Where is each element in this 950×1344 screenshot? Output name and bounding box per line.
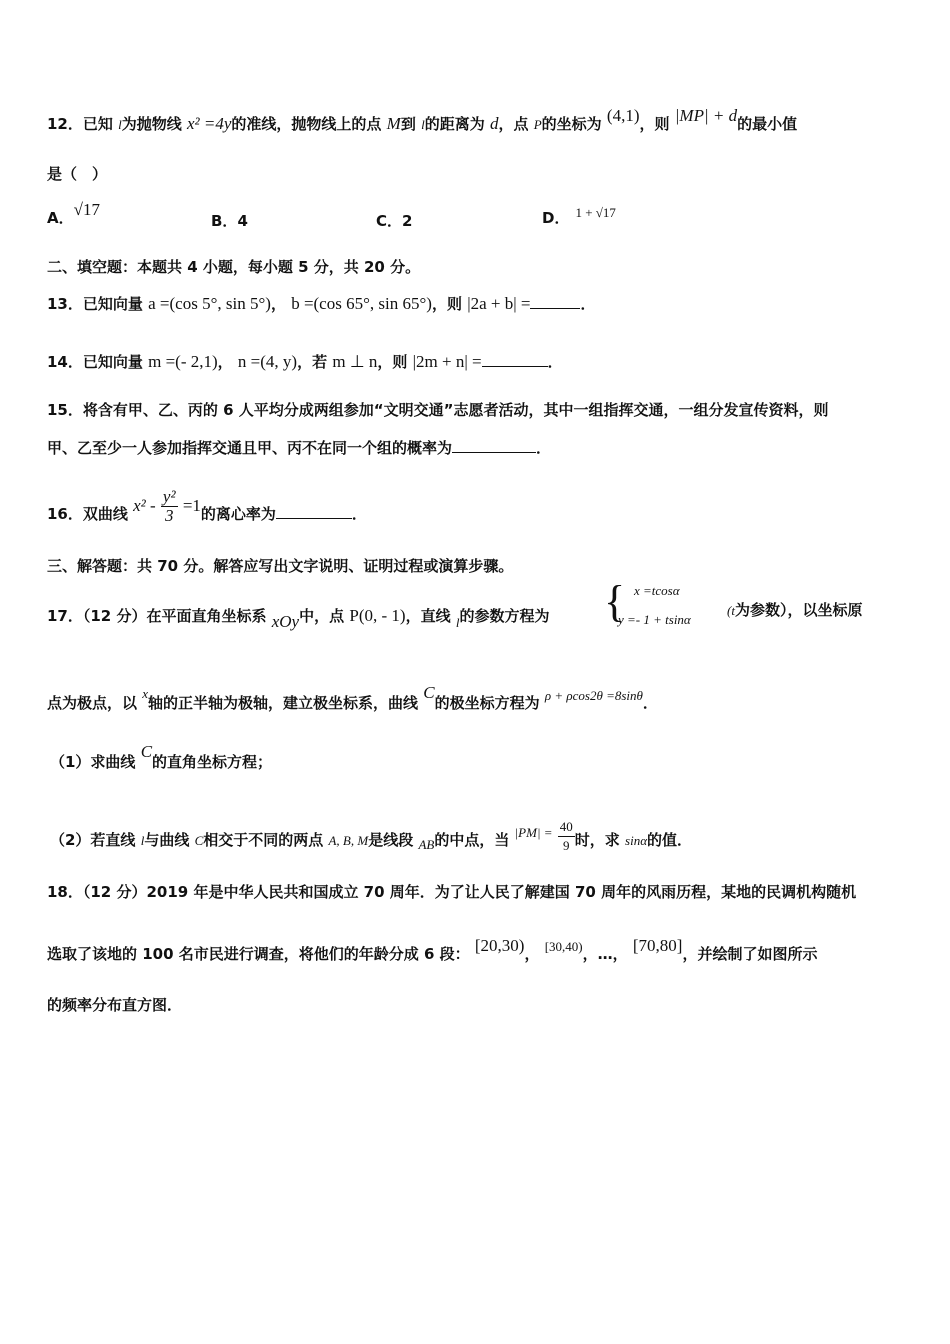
option-d-value: 1 + √17 — [575, 205, 616, 220]
q17-part2-text: 相交于不同的两点 — [203, 831, 324, 849]
q14-perp: m ⊥ n — [332, 352, 378, 371]
q17-polar-eq: ρ + ρcos2θ =8sinθ — [544, 688, 643, 703]
answer-blank[interactable] — [530, 294, 580, 309]
q17-line2 — [47, 683, 658, 714]
q18-interval-1: [20,30) — [474, 936, 525, 955]
q14-text: ，若 — [297, 353, 328, 371]
q12-text: 已知 — [82, 115, 113, 133]
q17-text: 中，点 — [299, 607, 345, 625]
q17-PM-expr: |PM| = — [514, 825, 553, 840]
q18-line3: 的频率分布直方图． — [47, 996, 183, 1014]
q17-part2-text: 的值． — [647, 831, 693, 849]
q17-part1-text: （1）求曲线 — [50, 753, 136, 771]
q17-text: ，直线 — [405, 607, 451, 625]
q18-text: ， — [524, 945, 540, 963]
q14-text: 已知向量 — [82, 353, 143, 371]
answer-blank[interactable] — [276, 504, 352, 519]
q17-var-l: l — [455, 615, 460, 630]
option-c-value: 2 — [402, 212, 413, 230]
q17-text: 的极坐标方程为 — [434, 694, 540, 712]
fraction-numerator: 40 — [558, 818, 575, 837]
q14-line — [47, 352, 563, 372]
q17-part2-text: 的中点，当 — [434, 831, 510, 849]
q12-text: ，则 — [639, 115, 670, 133]
fraction-denominator: 9 — [563, 838, 570, 853]
option-b-value: 4 — [237, 212, 248, 230]
q18-interval-3: [70,80] — [632, 936, 683, 955]
q17-part1-text: 的直角坐标方程； — [152, 753, 273, 771]
q16-line — [47, 487, 367, 533]
q17-brace: { — [604, 577, 626, 626]
q13-text: ， — [270, 295, 286, 313]
q14-expression: |2m + n| = — [412, 352, 482, 371]
q16-equals: =1 — [182, 496, 201, 515]
q16-number: 16． — [47, 505, 83, 523]
q17-number: 17． — [47, 607, 83, 625]
q16-x-squared: x² - — [133, 496, 156, 515]
q16-text: 双曲线 — [82, 505, 128, 523]
q17-text: 轴的正半轴为极轴，建立极坐标系，曲线 — [148, 694, 419, 712]
q12-option-c — [376, 211, 412, 231]
q15-line1: 15．将含有甲、乙、丙的 6 人平均分成两组参加“文明交通”志愿者活动，其中一组指挥交通，一组分发宣传资料，则 — [47, 401, 829, 419]
q17-text: 点为极点，以 — [47, 694, 138, 712]
fraction-numerator: y² — [162, 487, 176, 506]
q12-var-l: l — [421, 117, 425, 132]
answer-blank[interactable] — [452, 438, 536, 453]
q13-line — [47, 294, 596, 314]
q12-option-d — [542, 205, 616, 229]
q17-fraction — [558, 818, 575, 855]
q17-sin-alpha: sinα — [625, 833, 648, 848]
q12-option-a — [47, 200, 100, 228]
q17-line1-tail — [727, 600, 862, 621]
q17-part2 — [50, 819, 693, 859]
q17-part2-text: 时，求 — [574, 831, 620, 849]
q17-text: 的参数方程为 — [459, 607, 550, 625]
q12-parabola-eq: x² =4y — [187, 114, 232, 133]
q13-text: ． — [580, 295, 596, 313]
q13-vector-b: b =(cos 65°, sin 65°) — [291, 294, 432, 313]
q12-number: 12． — [47, 115, 83, 133]
q18-text: 选取了该地的 100 名市民进行调查，将他们的年龄分成 6 段： — [47, 945, 470, 963]
q13-number: 13． — [47, 295, 83, 313]
q14-number: 14． — [47, 353, 83, 371]
q13-vector-a: a =(cos 5°, sin 5°) — [148, 294, 271, 313]
q17-text: 在平面直角坐标系 — [146, 607, 267, 625]
q17-points-ABM: A, B, M — [328, 833, 369, 848]
q14-text: ，则 — [377, 353, 408, 371]
q12-text: ，点 — [498, 115, 529, 133]
q15-text: 甲、乙至少一人参加指挥交通且甲、丙不在同一个组的概率为 — [47, 439, 453, 457]
q17-var-C: C — [194, 833, 204, 848]
q16-fraction — [161, 488, 178, 525]
q15-text: ． — [536, 439, 552, 457]
q17-part1 — [50, 742, 273, 772]
q12-line1 — [47, 106, 798, 135]
q14-text: ， — [217, 353, 233, 371]
q17-var-C: C — [140, 742, 153, 761]
option-a-label: A． — [47, 209, 74, 227]
q12-var-l: l — [118, 117, 122, 132]
q12-text: 的准线，抛物线上的点 — [231, 115, 382, 133]
q12-text: 的最小值 — [737, 115, 798, 133]
q12-text: 为抛物线 — [121, 115, 182, 133]
option-c-label: C． — [376, 212, 403, 230]
q15-line2 — [47, 438, 551, 458]
q12-expression: |MP| + d — [674, 106, 738, 125]
q17-var-t: (t — [727, 603, 735, 618]
fraction-denominator: 3 — [165, 506, 174, 525]
q17-var-x: x — [142, 686, 149, 701]
q17-part2-text: 与曲线 — [144, 831, 190, 849]
q18-text: ，…， — [582, 945, 628, 963]
q12-var-d: d — [489, 114, 499, 133]
option-d-label: D． — [542, 209, 570, 227]
q17-segment-AB: AB — [418, 837, 435, 852]
q12-text: 的距离为 — [424, 115, 485, 133]
q14-vector-m: m =(- 2,1) — [148, 352, 218, 371]
q17-point-P: P(0, - 1) — [349, 606, 406, 625]
q14-vector-n: n =(4, y) — [237, 352, 298, 371]
q18-line1 — [47, 882, 856, 902]
q18-interval-2: [30,40) — [544, 939, 583, 954]
q12-line2: 是（ ） — [47, 165, 108, 183]
q17-param-eq1: x =tcosα — [634, 583, 680, 598]
option-a-value: √17 — [73, 200, 100, 219]
option-b-label: B． — [211, 212, 238, 230]
q13-expression: |2a + b| = — [467, 294, 531, 313]
answer-blank[interactable] — [482, 352, 548, 367]
section-3-title: 三、解答题：共 70 分。解答应写出文字说明、证明过程或演算步骤。 — [47, 557, 514, 575]
q18-number: 18． — [47, 883, 83, 901]
q17-part2-text: （2）若直线 — [50, 831, 136, 849]
q18-text: ，并绘制了如图所示 — [682, 945, 818, 963]
q17-score: （12 分） — [82, 607, 147, 625]
q12-text: 的坐标为 — [541, 115, 602, 133]
q17-line1 — [47, 606, 550, 631]
q12-coord: (4,1) — [606, 106, 640, 125]
q12-var-M: M — [386, 114, 401, 133]
q17-text: ． — [642, 694, 658, 712]
q13-text: ，则 — [431, 295, 462, 313]
q12-text: 到 — [400, 115, 416, 133]
q17-var-C: C — [423, 683, 435, 702]
q17-xoy: xOy — [271, 612, 300, 631]
q17-text: 为参数），以坐标原 — [734, 601, 863, 619]
q17-var-l: l — [140, 833, 145, 848]
q18-text: （12 分）2019 年是中华人民共和国成立 70 周年．为了让人民了解建国 70 周年的风雨历程，某地的民调机构随机 — [82, 883, 857, 901]
section-2-title: 二、填空题：本题共 4 小题，每小题 5 分，共 20 分。 — [47, 258, 421, 276]
q14-text: ． — [547, 353, 563, 371]
q16-text: 的离心率为 — [200, 505, 276, 523]
q17-param-eq2: y =- 1 + tsinα — [618, 612, 691, 627]
q18-line2 — [47, 936, 818, 965]
q16-text: ． — [351, 505, 367, 523]
q17-part2-text: 是线段 — [368, 831, 414, 849]
q13-text: 已知向量 — [82, 295, 143, 313]
q12-var-P: P — [533, 117, 542, 132]
q12-option-b — [211, 211, 248, 231]
